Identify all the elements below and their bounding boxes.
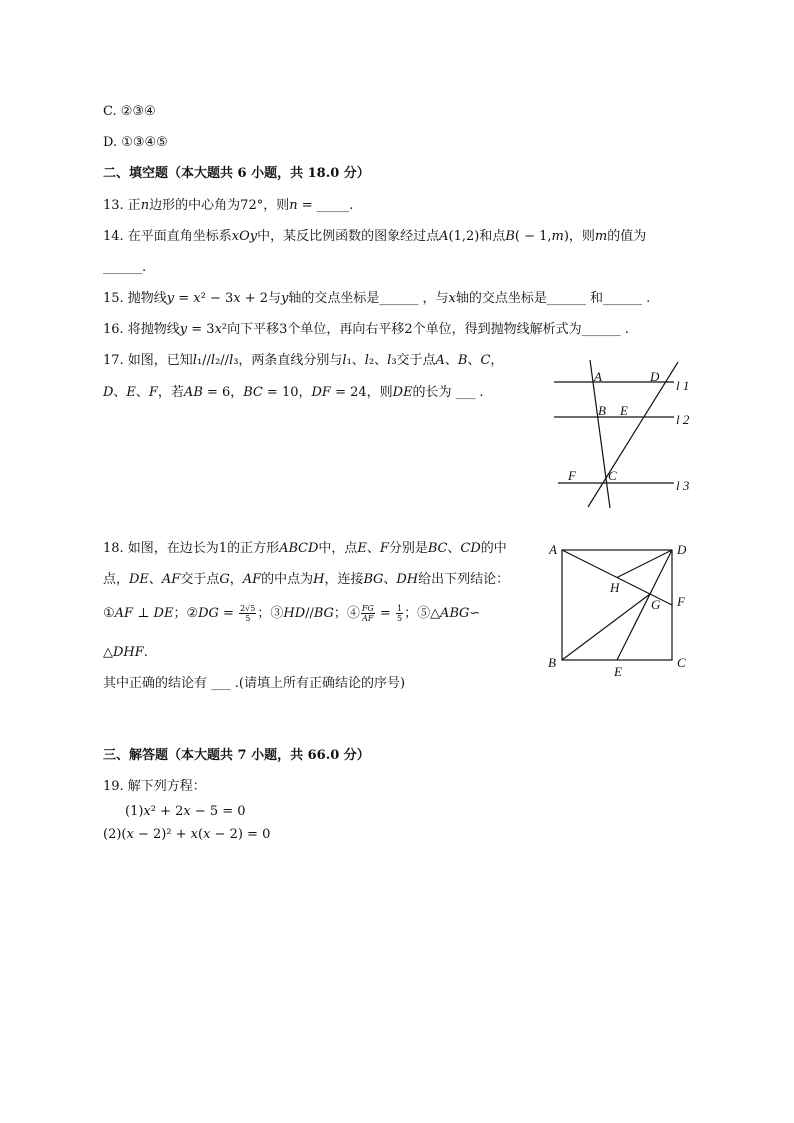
option-c: C. ②③④ <box>103 104 156 119</box>
label-f: F <box>677 594 685 609</box>
label-l2: l 2 <box>676 412 690 427</box>
label-b: B <box>598 403 606 418</box>
option-d: D. ①③④⑤ <box>103 135 168 150</box>
question-18-line4: △𝐷𝐻𝐹. <box>103 645 148 660</box>
label-c: C <box>608 468 617 483</box>
fraction-denominator: 𝐴𝐹 <box>362 614 374 623</box>
question-19-part2: (2)(𝑥 − 2)² + 𝑥(𝑥 − 2) = 0 <box>103 827 271 842</box>
fraction-numerator: 2√5 <box>240 604 256 613</box>
conclusion-text-1: ①𝐴𝐹 ⊥ 𝐷𝐸；②𝐷𝐺 = <box>103 606 239 621</box>
label-f: F <box>568 468 576 483</box>
label-a: A <box>549 542 557 557</box>
fraction-numerator: 𝐹𝐺 <box>361 604 374 613</box>
fraction-1-over-5 <box>396 604 403 623</box>
label-a: A <box>594 369 602 384</box>
question-13: 13. 正𝑛边形的中心角为72°，则𝑛 = _____. <box>103 198 354 213</box>
question-18-line5: 其中正确的结论有 ___ .(请填上所有正确结论的序号) <box>103 676 406 691</box>
fraction-fg-over-af <box>361 604 375 623</box>
section-solve-heading: 三、解答题（本大题共 7 小题，共 66.0 分） <box>103 748 370 763</box>
label-d: D <box>677 542 687 557</box>
question-14-line1: 14. 在平面直角坐标系𝑥𝑂𝑦中，某反比例函数的图象经过点𝐴(1,2)和点𝐵( − 1,𝑚)，则𝑚的值为 <box>103 229 647 244</box>
segment-bg <box>562 594 650 660</box>
conclusion-text-4: ；⑤△𝐴𝐵𝐺∽ <box>404 606 481 621</box>
question-19: 19. 解下列方程： <box>103 779 206 794</box>
figure-18-square <box>544 538 694 680</box>
question-17-line1: 17. 如图，已知𝑙₁//𝑙₂//𝑙₃，两条直线分别与𝑙₁、𝑙₂、𝑙₃交于点𝐴、𝐵、𝐶， <box>103 353 504 368</box>
question-18-line2: 点，𝐷𝐸、𝐴𝐹交于点𝐺，𝐴𝐹的中点为𝐻，连接𝐵𝐺、𝐷𝐻给出下列结论： <box>103 572 510 587</box>
label-d: D <box>650 369 660 384</box>
fraction-denominator: 5 <box>245 614 251 623</box>
label-e: E <box>614 664 622 679</box>
figure-17-parallel-lines <box>548 352 698 512</box>
fraction-2sqrt5-over-5 <box>239 604 256 623</box>
question-14-line2: ______. <box>103 260 147 275</box>
label-e: E <box>620 403 628 418</box>
segment-de <box>617 550 672 660</box>
question-19-part1: (1)𝑥² + 2𝑥 − 5 = 0 <box>125 804 246 819</box>
question-16: 16. 将抛物线𝑦 = 3𝑥²向下平移3个单位，再向右平移2个单位，得到抛物线解析式为______ . <box>103 322 629 337</box>
label-h: H <box>610 580 620 595</box>
label-c: C <box>677 655 686 670</box>
question-17-line2: 𝐷、𝐸、𝐹，若𝐴𝐵 = 6，𝐵𝐶 = 10，𝐷𝐹 = 24，则𝐷𝐸的长为 ___ . <box>103 385 484 400</box>
question-18-line1: 18. 如图，在边长为1的正方形𝐴𝐵𝐶𝐷中，点𝐸、𝐹分别是𝐵𝐶、𝐶𝐷的中 <box>103 541 507 556</box>
segment-dh <box>617 550 672 578</box>
fraction-denominator: 5 <box>396 614 403 623</box>
question-18-conclusions <box>103 604 480 624</box>
question-15: 15. 抛物线𝑦 = 𝑥² − 3𝑥 + 2与𝑦轴的交点坐标是______ ，与𝑥轴的交点坐标是______ 和______ . <box>103 291 651 306</box>
fraction-numerator: 1 <box>396 604 403 613</box>
label-b: B <box>548 655 556 670</box>
label-l1: l 1 <box>676 378 690 393</box>
label-l3: l 3 <box>676 478 690 493</box>
label-g: G <box>651 597 661 612</box>
conclusion-text-3: = <box>375 606 395 621</box>
conclusion-text-2: ；③𝐻𝐷//𝐵𝐺；④ <box>257 606 360 621</box>
section-fill-in-heading: 二、填空题（本大题共 6 小题，共 18.0 分） <box>103 166 370 181</box>
